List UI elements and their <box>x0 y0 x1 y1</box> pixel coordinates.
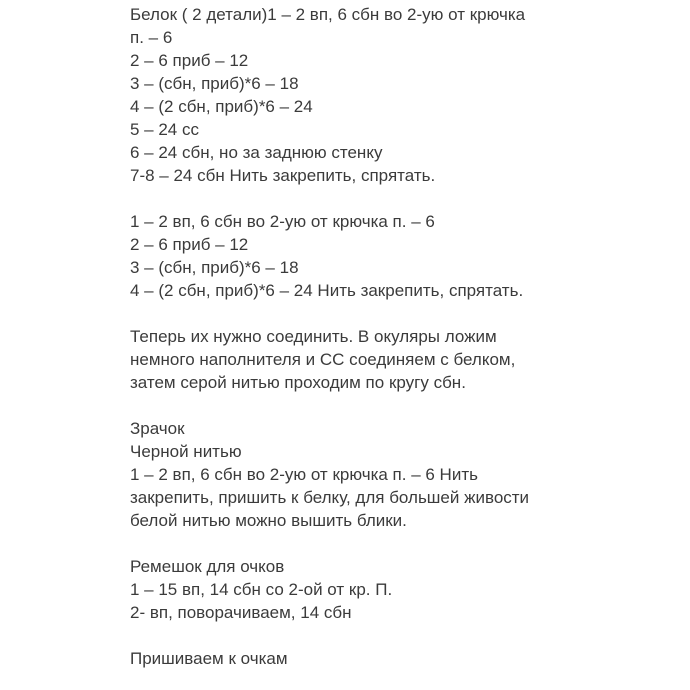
text-line: белой нитью можно вышить блики. <box>130 511 407 530</box>
text-line: немного наполнителя и СС соединяем с белком, <box>130 350 516 369</box>
text-line: Черной нитью <box>130 442 242 461</box>
text-line: 6 – 24 сбн, но за заднюю стенку <box>130 143 383 162</box>
paragraph-glasses-strap <box>130 555 670 624</box>
text-line: затем серой нитью проходим по кругу сбн. <box>130 373 466 392</box>
text-line: Ремешок для очков <box>130 557 285 576</box>
paragraph-eye-white-outer <box>130 3 670 187</box>
text-line: 5 – 24 сс <box>130 120 199 139</box>
text-line: 2- вп, поворачиваем, 14 сбн <box>130 603 352 622</box>
text-line: 4 – (2 сбн, приб)*6 – 24 Нить закрепить, спрятать. <box>130 281 524 300</box>
text-line: п. – 6 <box>130 28 173 47</box>
text-line: 7-8 – 24 сбн Нить закрепить, спрятать. <box>130 166 436 185</box>
text-line: 4 – (2 сбн, приб)*6 – 24 <box>130 97 313 116</box>
paragraph-assembly-note <box>130 325 670 394</box>
text-line: 2 – 6 приб – 12 <box>130 235 249 254</box>
text-line: 1 – 2 вп, 6 сбн во 2-ую от крючка п. – 6 <box>130 212 435 231</box>
text-line: Белок ( 2 детали)1 – 2 вп, 6 сбн во 2-ую от крючка <box>130 5 526 24</box>
text-line: 1 – 2 вп, 6 сбн во 2-ую от крючка п. – 6 Нить <box>130 465 478 484</box>
text-line: 1 – 15 вп, 14 сбн со 2-ой от кр. П. <box>130 580 393 599</box>
text-line: 3 – (сбн, приб)*6 – 18 <box>130 74 299 93</box>
text-line: 2 – 6 приб – 12 <box>130 51 249 70</box>
text-line: Теперь их нужно соединить. В окуляры ложим <box>130 327 497 346</box>
paragraph-eye-white-second <box>130 210 670 302</box>
text-line: Пришиваем к очкам <box>130 649 288 668</box>
text-line: Зрачок <box>130 419 185 438</box>
text-line: 3 – (сбн, приб)*6 – 18 <box>130 258 299 277</box>
paragraph-pupil <box>130 417 670 532</box>
text-line: закрепить, пришить к белку, для большей живости <box>130 488 530 507</box>
paragraph-attach-note <box>130 647 670 670</box>
